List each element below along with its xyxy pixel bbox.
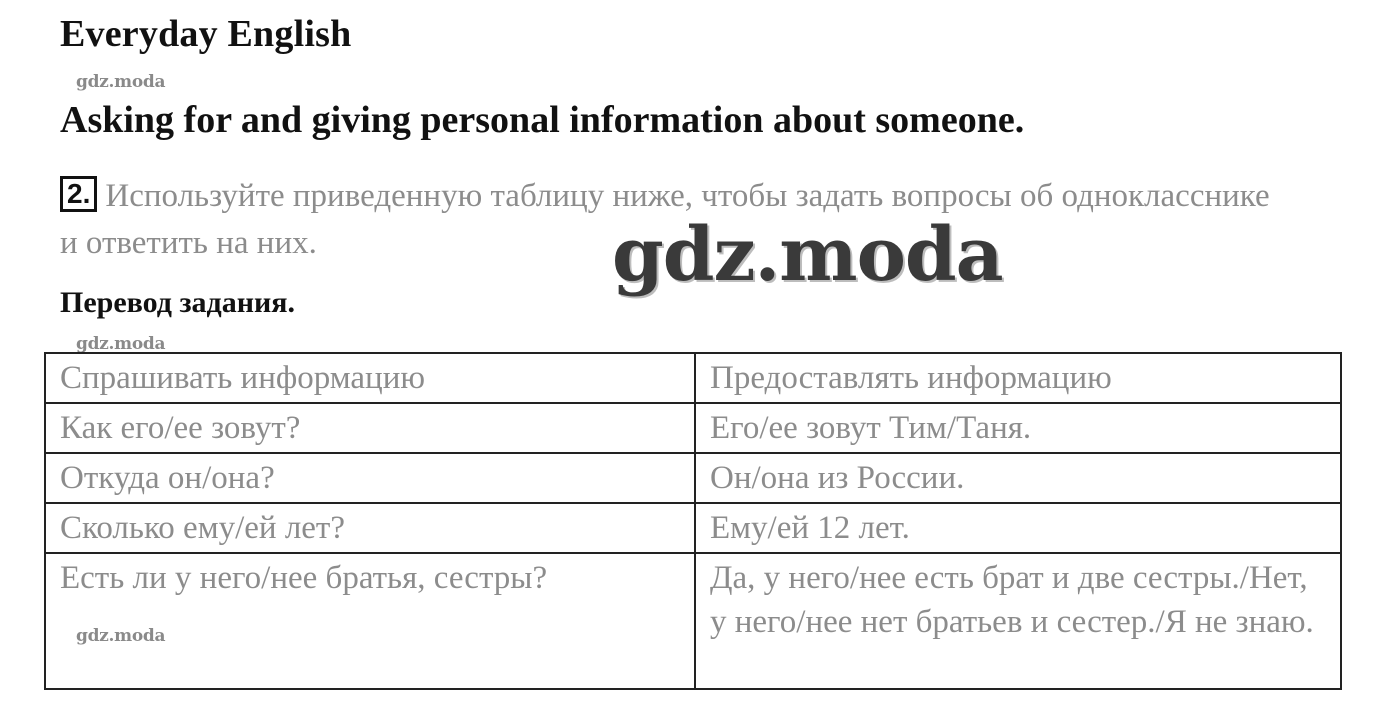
table-header-cell: Предоставлять информацию [695, 353, 1341, 403]
table-header-row [45, 353, 1341, 403]
task-number: 2. [60, 176, 97, 212]
watermark-small: gdz.moda [76, 334, 166, 354]
watermark-small: gdz.moda [76, 626, 166, 646]
question-cell: Как его/ее зовут? [45, 403, 695, 453]
watermark-small: gdz.moda [76, 72, 166, 92]
translation-heading: Перевод задания. [60, 286, 295, 319]
question-cell: Откуда он/она? [45, 453, 695, 503]
table-header-cell: Спрашивать информацию [45, 353, 695, 403]
answer-cell: Ему/ей 12 лет. [695, 503, 1341, 553]
task-text: Используйте приведенную таблицу ниже, чтобы задать вопросы об однокласснике и ответить на них. [60, 178, 1270, 261]
section-subtitle: Asking for and giving personal information about someone. [60, 99, 1025, 141]
answer-cell: Он/она из России. [695, 453, 1341, 503]
watermark-large: gdz.moda [612, 212, 1003, 298]
qa-table [44, 352, 1342, 690]
table-row [45, 403, 1341, 453]
section-title: Everyday English [60, 13, 352, 55]
question-cell: Есть ли у него/нее братья, сестры? [45, 553, 695, 689]
table-row [45, 553, 1341, 689]
table-row [45, 503, 1341, 553]
question-cell: Сколько ему/ей лет? [45, 503, 695, 553]
table-row [45, 453, 1341, 503]
answer-cell: Его/ее зовут Тим/Таня. [695, 403, 1341, 453]
answer-cell: Да, у него/нее есть брат и две сестры./Нет, у него/нее нет братьев и сестер./Я не знаю. [695, 553, 1341, 689]
